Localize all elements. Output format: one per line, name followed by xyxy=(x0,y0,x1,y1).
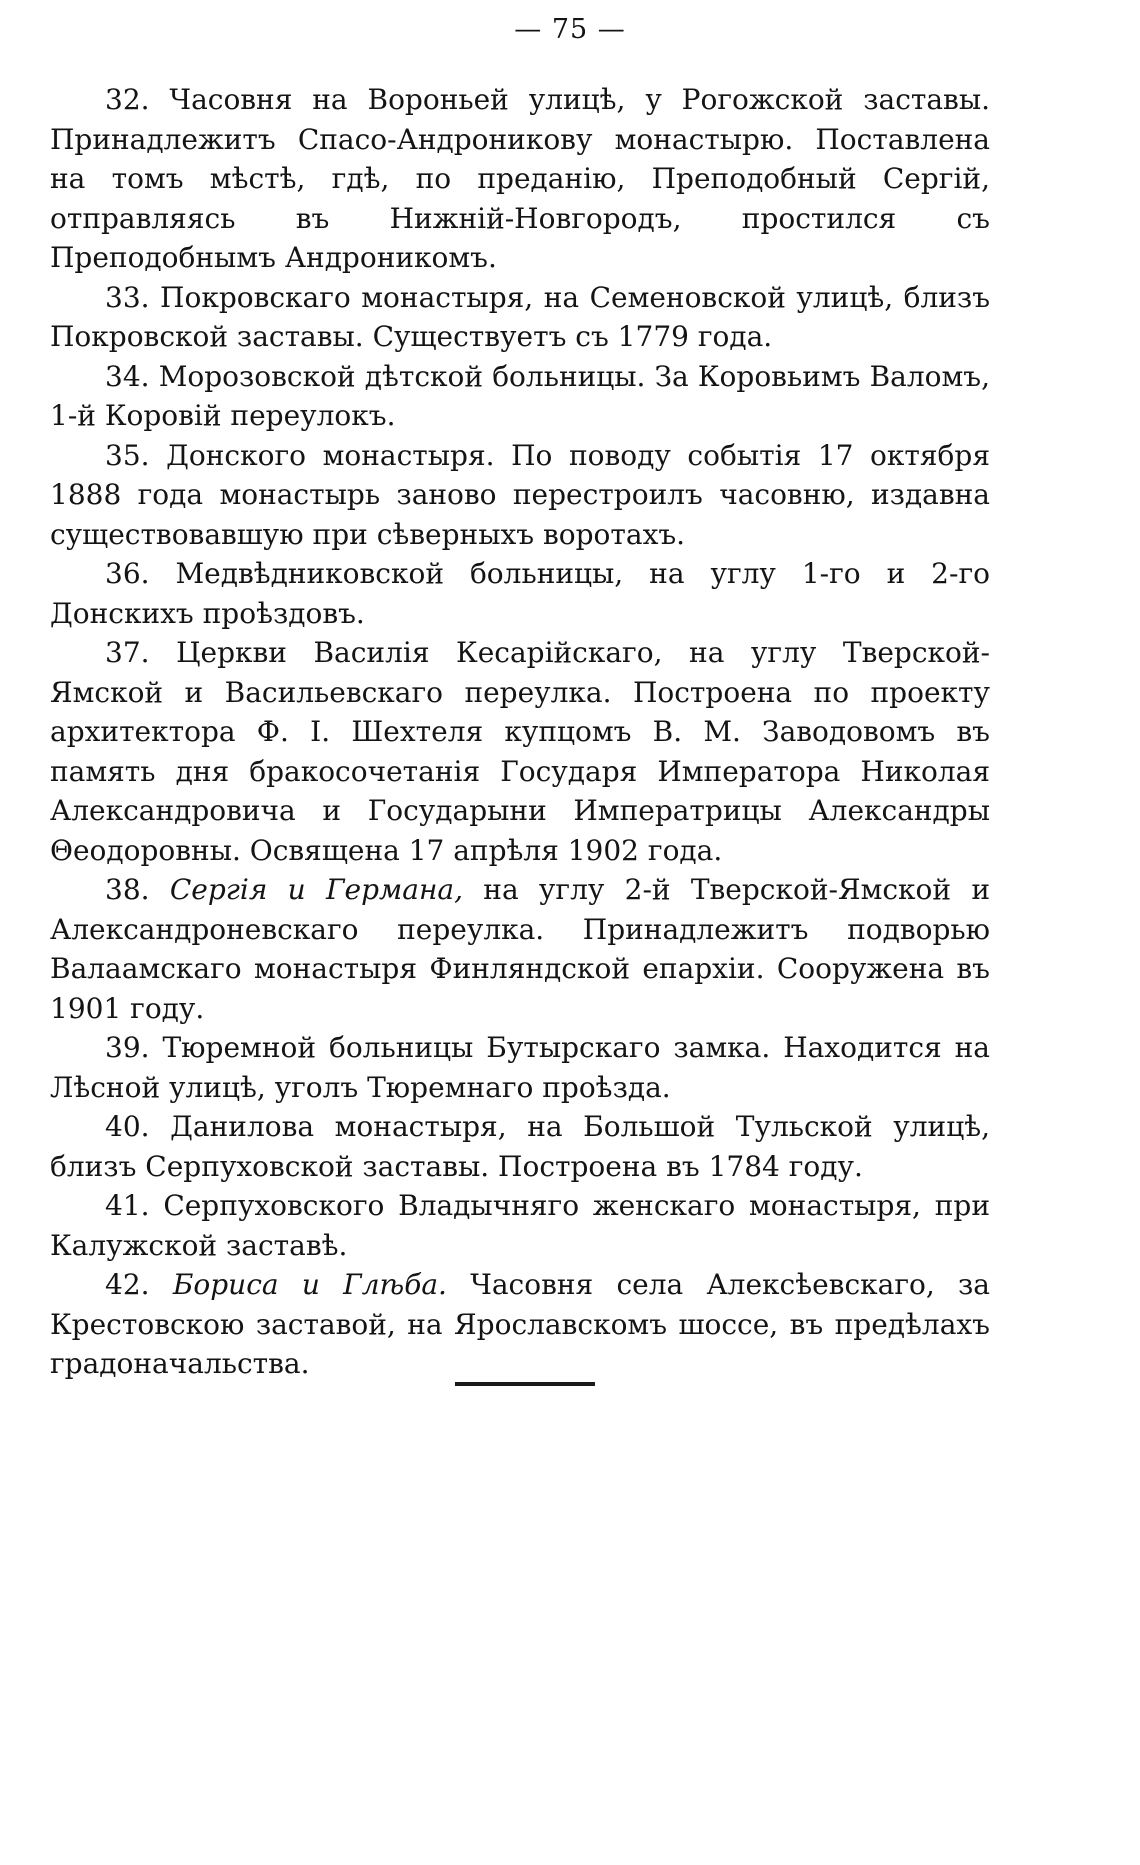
list-item-40 xyxy=(50,1107,990,1186)
list-item-42 xyxy=(50,1265,990,1384)
entry-text: Часовня на Вороньей улицѣ, у Рогожской заставы. Принадлежитъ Спасо-Андроникову монастырю. Поставлена на томъ мѣстѣ, гдѣ, по преданію, Преподобный Сергій, отправляясь въ Нижній-Новгородъ, простился съ Преподобнымъ Андроникомъ. xyxy=(50,83,991,274)
entry-number: 41. xyxy=(105,1189,150,1222)
list-item-41 xyxy=(50,1186,990,1265)
entry-text: Покровскаго монастыря, на Семеновской улицѣ, близъ Покровской заставы. Существуетъ съ 1779 года. xyxy=(50,280,991,353)
entry-number: 34. xyxy=(105,359,150,393)
list-item-32 xyxy=(50,80,990,278)
entry-number: 38. xyxy=(105,873,150,906)
entry-text: Донского монастыря. По поводу событія 17 октября 1888 года монастырь заново перестроилъ часовню, издавна существовавшую при сѣверныхъ воротахъ. xyxy=(50,438,991,551)
entry-number: 39. xyxy=(105,1031,150,1064)
entry-number: 37. xyxy=(105,636,150,669)
entry-number: 36. xyxy=(105,557,150,590)
entry-text: Часовня села Алексѣевскаго, за Крестовскою заставой, на Ярославскомъ шоссе, въ предѣлахъ градоначальства. xyxy=(50,1268,990,1380)
list-item-37 xyxy=(50,633,990,870)
list-item-33 xyxy=(50,278,990,357)
list-item-34 xyxy=(50,357,990,436)
entry-text: Тюремной больницы Бутырскаго замка. Находится на Лѣсной улицѣ, уголъ Тюремнаго проѣзда. xyxy=(50,1031,991,1104)
list-item-39 xyxy=(50,1028,990,1107)
list-item-36 xyxy=(50,554,990,633)
entry-number: 42. xyxy=(105,1268,150,1301)
entry-text: Данилова монастыря, на Большой Тульской улицѣ, близъ Серпуховской заставы. Построена въ 1784 году. xyxy=(50,1110,991,1183)
entry-text: на углу 2-й Тверской-Ямской и Александроневскаго переулка. Принадлежитъ подворью Валаамскаго монастыря Финляндской епархіи. Сооружена въ 1901 году. xyxy=(50,873,990,1025)
entry-italic-name: Бориса и Глѣба. xyxy=(172,1268,447,1301)
entry-text: Медвѣдниковской больницы, на углу 1-го и 2-го Донскихъ проѣздовъ. xyxy=(50,557,990,630)
list-item-38 xyxy=(50,870,990,1028)
chapel-list xyxy=(50,80,990,1384)
entry-number: 32. xyxy=(105,83,150,116)
entry-italic-name: Сергія и Германа, xyxy=(169,873,463,906)
list-item-35 xyxy=(50,436,990,555)
entry-number: 35. xyxy=(105,438,150,472)
entry-text: Морозовской дѣтской больницы. За Коровьимъ Валомъ, 1-й Коровій переулокъ. xyxy=(50,359,990,432)
entry-number: 40. xyxy=(105,1110,150,1143)
entry-text: Церкви Василія Кесарійскаго, на углу Тверской-Ямской и Васильевскаго переулка. Построена по проекту архитектора Ф. І. Шехтеля купцомъ В. М. Заводовомъ въ память дня бракосочетанія Государя Императора Николая Александровича и Государыни Императрицы Александры Θеодоровны. Освящена 17 апрѣля 1902 года. xyxy=(50,636,990,867)
entry-text: Серпуховского Владычняго женскаго монастыря, при Калужской заставѣ. xyxy=(50,1189,990,1262)
entry-number: 33. xyxy=(105,280,150,314)
page-number: — 75 — xyxy=(514,14,626,45)
section-end-rule xyxy=(455,1382,595,1386)
